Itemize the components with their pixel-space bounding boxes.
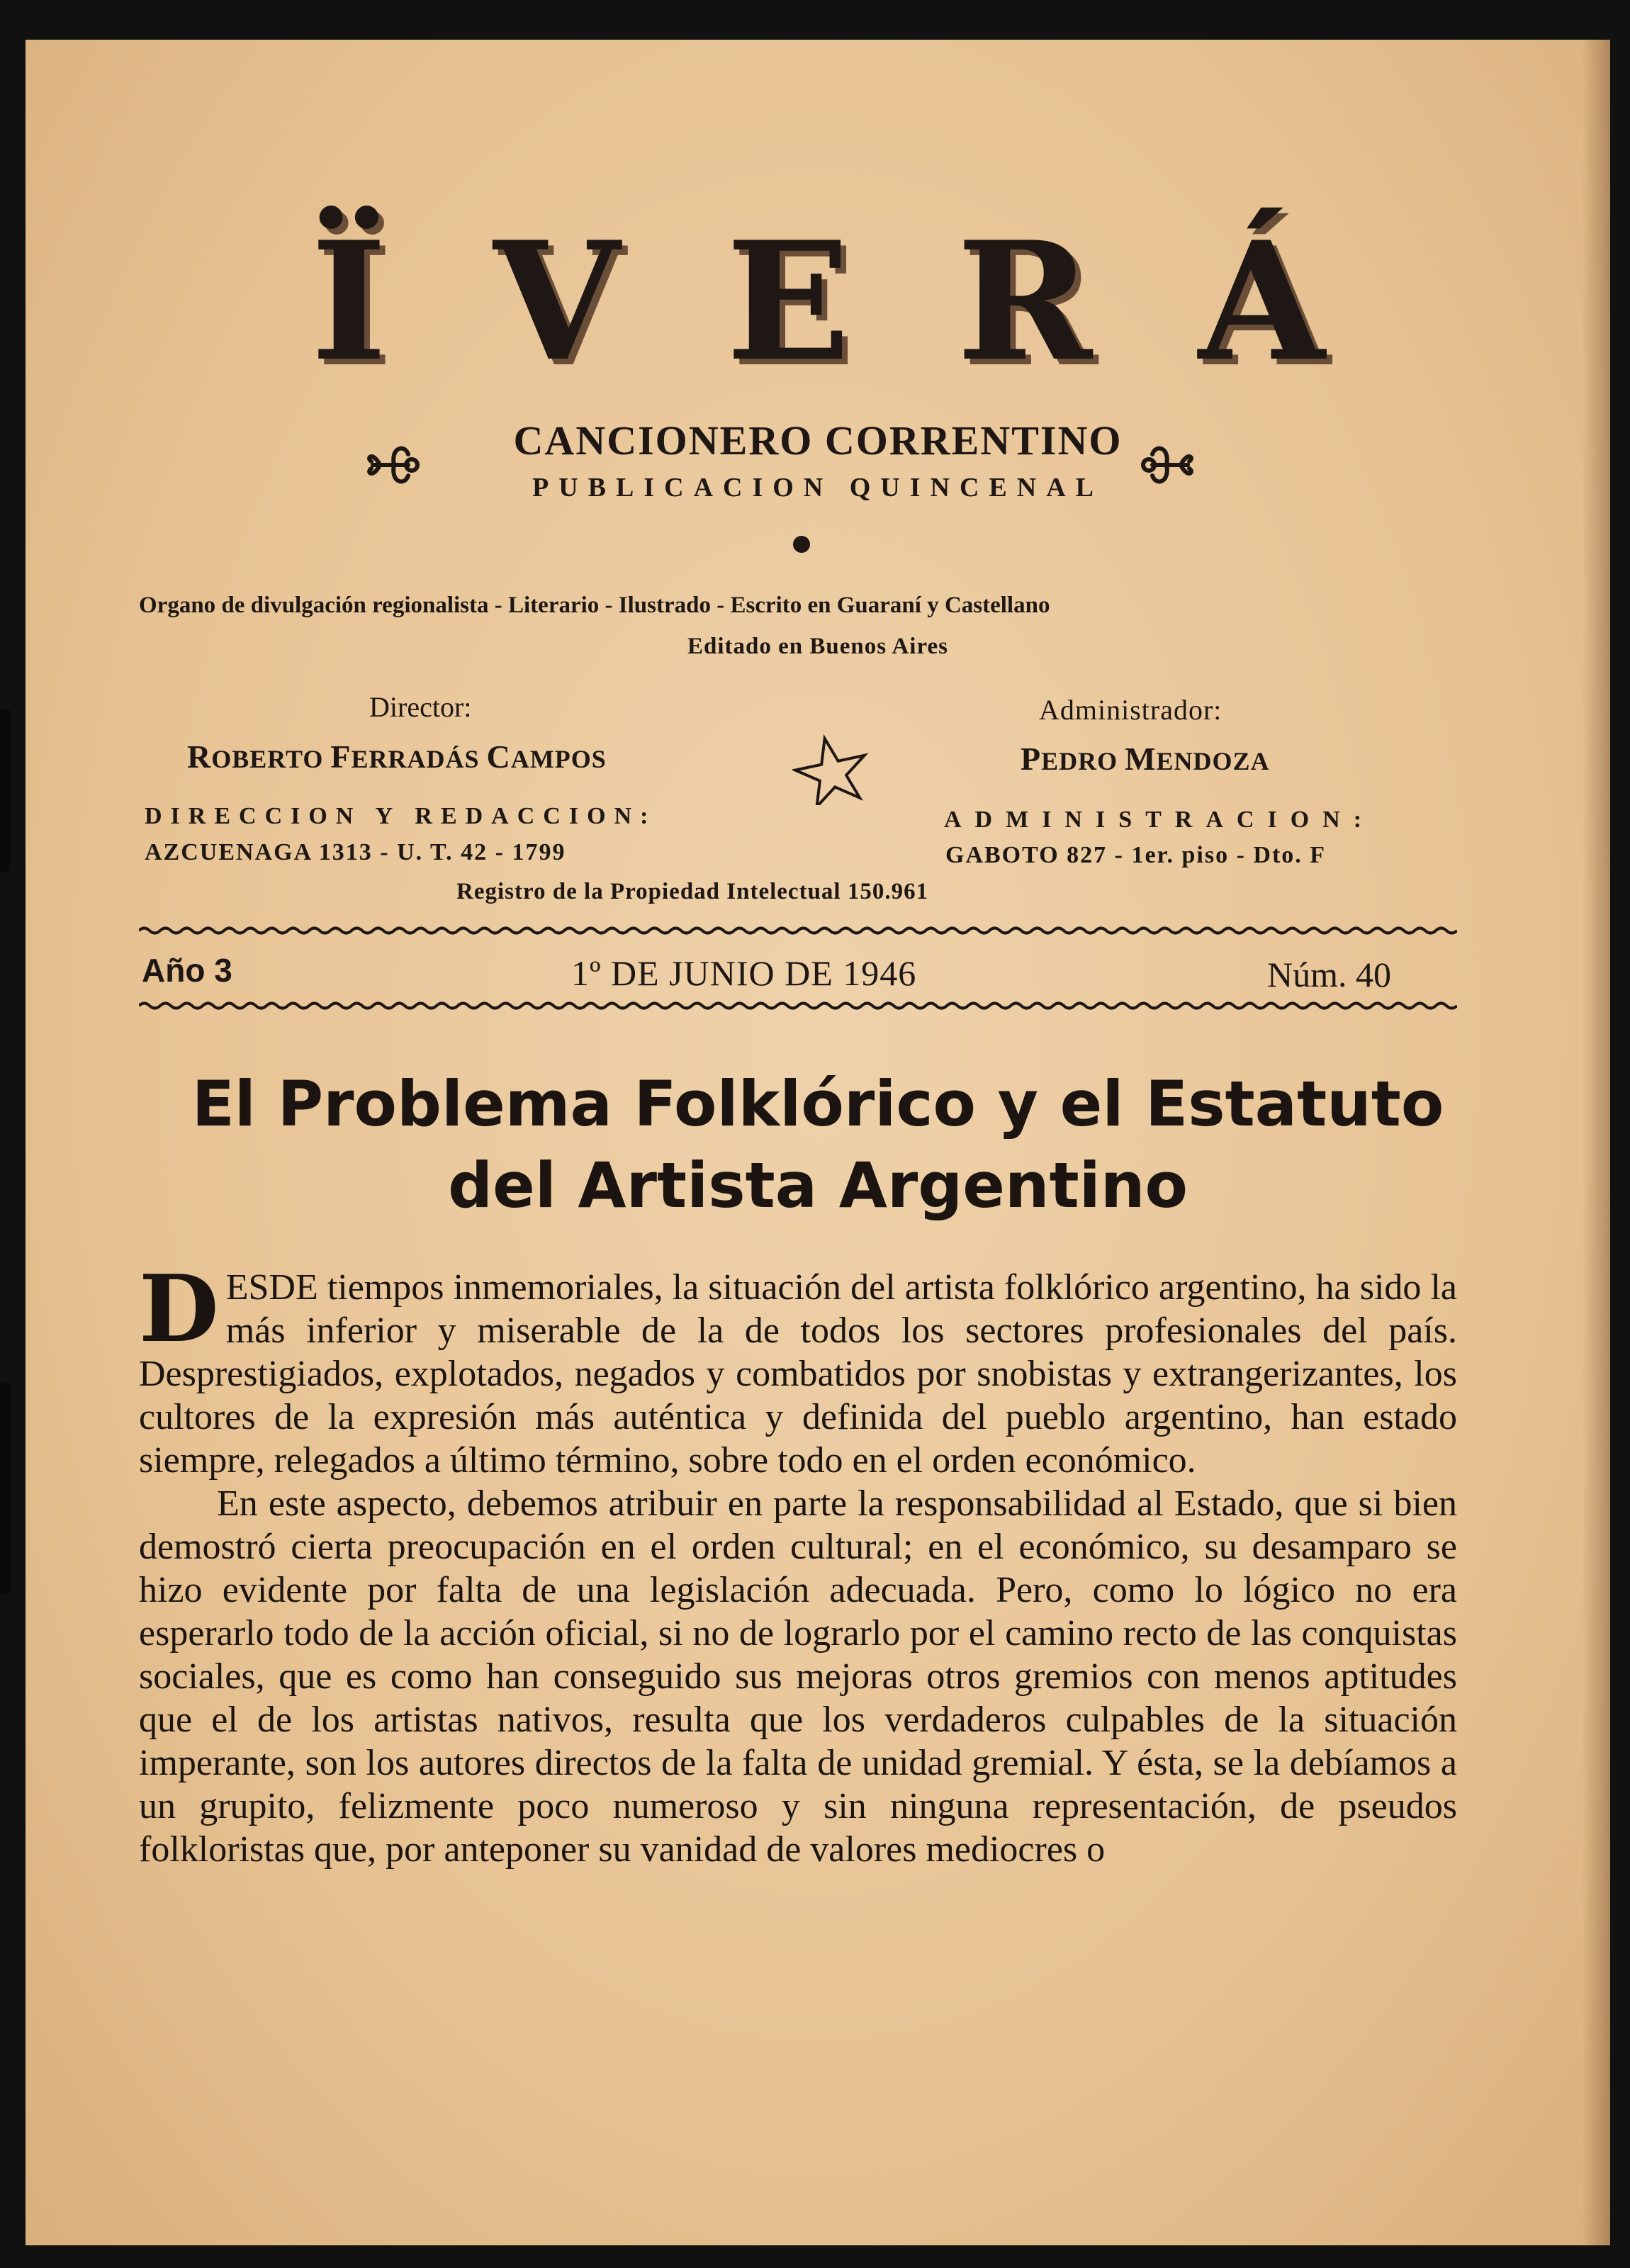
issue-number: Núm. 40	[1267, 955, 1391, 994]
director-name: ROBERTO FERRADÁS CAMPOS	[187, 739, 607, 775]
issue-date: 1º DE JUNIO DE 1946	[571, 953, 917, 993]
masthead-title: ÏVERÁ	[310, 206, 1432, 398]
dropcap-letter: D	[139, 1254, 219, 1363]
separator-dot	[793, 536, 810, 553]
redaccion-heading: DIRECCION Y REDACCION:	[145, 803, 657, 829]
organo-description: Organo de divulgación regionalista - Literario - Ilustrado - Escrito en Guaraní y Castellano	[139, 593, 1050, 618]
article-title-line1: El Problema Folklórico y el Estatuto	[191, 1067, 1444, 1140]
administracion-heading: ADMINISTRACION:	[944, 807, 1376, 833]
article-body	[139, 1254, 1457, 1871]
document-page	[26, 40, 1610, 2245]
registro-line: Registro de la Propiedad Intelectual 150.961	[456, 879, 929, 904]
subtitle-cancionero: CANCIONERO CORRENTINO	[513, 417, 1123, 464]
article-title-line2: del Artista Argentino	[448, 1149, 1188, 1222]
article-paragraph-1	[139, 1254, 1457, 1482]
subtitle-publicacion: PUBLICACION QUINCENAL	[532, 473, 1103, 503]
star-icon	[792, 734, 870, 805]
issue-year: Año 3	[142, 952, 232, 989]
redaccion-address: AZCUENAGA 1313 - U. T. 42 - 1799	[145, 839, 566, 865]
administracion-address: GABOTO 827 - 1er. piso - Dto. F	[945, 842, 1327, 868]
paragraph-1-text: tiempos inmemoriales, la situación del artista folklórico argentino, ha sido la más inferior y miserable de la de todos los sectores profesionales del país. Desprestigiados, explotados, negados y combatidos por snobistas y extrangerizantes, los cultores de la expresión más auténtica y definida del pueblo argentino, han estado siempre, relegados a último término, sobre todo en el orden económico.	[139, 1267, 1457, 1481]
director-label: Director:	[369, 691, 472, 723]
first-word-rest: ESDE	[225, 1267, 318, 1308]
admin-label: Administrador:	[1039, 694, 1222, 726]
admin-name: PEDRO MENDOZA	[1021, 741, 1270, 777]
wavy-rule-top	[139, 926, 1457, 936]
wavy-rule-bottom	[139, 1001, 1457, 1011]
binding-mark	[0, 709, 10, 872]
editado-line: Editado en Buenos Aires	[687, 634, 949, 659]
binding-mark	[0, 1382, 10, 1595]
article-paragraph-2: En este aspecto, debemos atribuir en parte la responsabilidad al Estado, que si bien demostró cierta preocupación en el orden cultural; en el económico, su desamparo se hizo evidente por falta de una legislación adecuada. Pero, como lo lógico no era esperarlo todo de la acción oficial, si no de lograrlo por el camino recto de las conquistas sociales, que es como han conseguido sus mejoras otros gremios con menos aptitudes que el de los artistas nativos, resulta que los verdaderos culpables de la situación imperante, son los autores directos de la falta de unidad gremial. Y ésta, se la debíamos a un grupito, felizmente poco numeroso y sin ninguna representación, de pseudos folkloristas que, por anteponer su vanidad de valores mediocres o	[139, 1483, 1457, 1870]
